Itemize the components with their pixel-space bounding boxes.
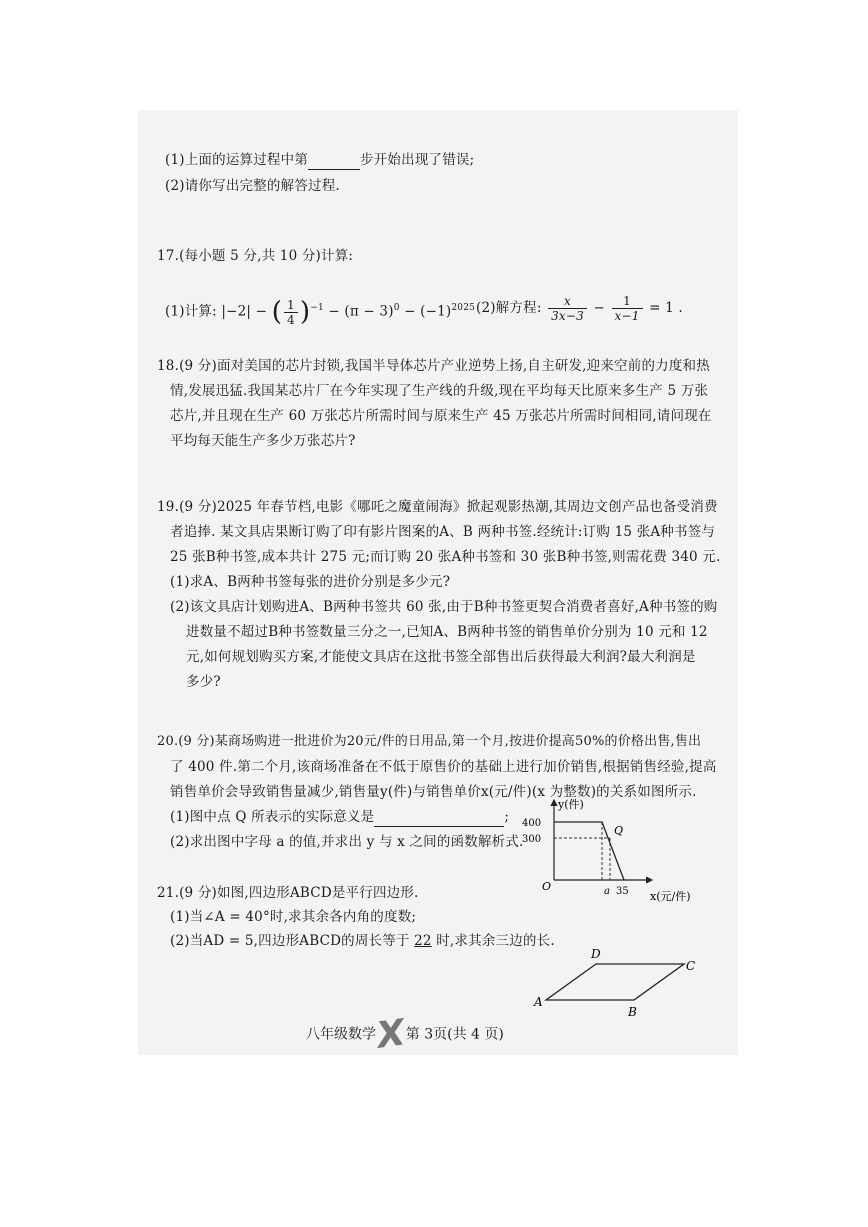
vertex-c-label: C — [686, 959, 696, 973]
q21-part-2 — [170, 931, 555, 951]
exponent-neg-one: −1 — [310, 303, 324, 313]
q20-part-1-text: (1)图中点 Q 所表示的实际意义是 — [170, 809, 375, 825]
answer-blank — [374, 826, 504, 827]
q19-part-1: (1)求A、B两种书签每张的进价分别是多少元? — [170, 574, 451, 590]
right-paren: ) — [299, 297, 311, 327]
origin-label: O — [542, 880, 552, 893]
point-q-label: Q — [614, 824, 624, 837]
parallelogram-abcd — [546, 964, 684, 1000]
q17-part1-label: (1)计算: — [165, 303, 217, 320]
q17-neg-one-term: − (−1) — [404, 303, 452, 320]
q19-part-2-line-2: 进数量不超过B种书签数量三分之一,已知A、B两种书签的销售单价分别为 10 元和 12 — [186, 624, 708, 640]
vertex-d-label: D — [591, 947, 601, 961]
q17-part2-label: (2)解方程: — [476, 300, 542, 316]
q20-line-2: 了 400 件.第二个月,该商场准备在不低于原售价的基础上进行加价销售,根据销售经验,提高 — [170, 759, 717, 775]
vertex-b-label: B — [628, 1005, 637, 1019]
q19-part-2-line-4: 多少? — [186, 674, 221, 690]
q16-part1 — [165, 150, 474, 170]
fraction-numerator: 1 — [284, 298, 298, 313]
fraction-denominator: x−1 — [614, 309, 640, 323]
x-axis-label: x(元/件) — [650, 890, 691, 903]
q18-line-3: 芯片,并且现在生产 60 万张芯片所需时间与原来生产 45 万张芯片所需时间相同,请问现在 — [170, 408, 712, 424]
q16-part2: (2)请你写出完整的解答过程. — [165, 178, 340, 194]
q21-part-2-text: (2)当AD = 5,四边形ABCD的周长等于 — [170, 933, 415, 949]
q16-part1-text-end: 步开始出现了错误; — [360, 152, 475, 168]
fraction-numerator: 1 — [612, 294, 643, 309]
q20-part-2: (2)求出图中字母 a 的值,并求出 y 与 x 之间的函数解析式. — [170, 834, 524, 850]
q19-line-2: 者追捧. 某文具店果断订购了印有影片图案的A、B 两种书签.经统计:订购 15 张A种书签与 — [170, 524, 716, 540]
q20-part-1-end: ; — [504, 809, 510, 825]
fraction-numerator: x — [548, 294, 587, 309]
q20-line-3: 销售单价会导致销售量减少,销售量y(件)与销售单价x(元/件)(x 为整数)的关系如图所示. — [170, 784, 697, 800]
fraction-x-over-3x-3 — [548, 294, 587, 323]
minus-sign: − — [593, 300, 605, 316]
q17-pi-term: − (π − 3) — [328, 303, 394, 320]
footer-page-number: 第 3页(共 4 页) — [405, 1026, 504, 1043]
q17-part1 — [165, 288, 475, 328]
q21-perimeter-value: 22 — [414, 933, 432, 949]
q18-line-1: 18.(9 分)面对美国的芯片封锁,我国半导体芯片产业逆势上扬,自主研发,迎来空前的力度和热 — [157, 358, 710, 374]
q19-part-2-line-1: (2)该文具店计划购进A、B两种书签共 60 张,由于B种书签更契合消费者喜好,A种书签的购 — [170, 599, 718, 615]
exponent-2025: 2025 — [451, 303, 476, 313]
q17-part2 — [476, 288, 683, 328]
page-footer — [306, 1014, 504, 1055]
x-tick-a: a — [604, 886, 610, 897]
q21-line-1: 21.(9 分)如图,四边形ABCD是平行四边形. — [157, 885, 419, 901]
y-tick-300: 300 — [522, 834, 542, 845]
vertex-a-label: A — [534, 995, 543, 1009]
y-axis-label: y(件) — [558, 798, 584, 811]
q19-part-2-line-3: 元,如何规划购买方案,才能使文具店在这批书签全部售出后获得最大利润?最大利润是 — [186, 649, 696, 665]
footer-subject: 八年级数学 — [306, 1026, 376, 1043]
x-watermark-mark: X — [374, 1012, 408, 1057]
q21-part-1: (1)当∠A = 40°时,求其余各内角的度数; — [170, 909, 417, 925]
answer-blank — [308, 169, 360, 170]
q18-line-2: 情,发展迅猛.我国某芯片厂在今年实现了生产线的升级,现在平均每天比原来多生产 5 万张 — [170, 383, 709, 399]
fraction-one-quarter — [284, 298, 298, 327]
q18-line-4: 平均每天能生产多少万张芯片? — [170, 433, 356, 449]
q20-line-1: 20.(9 分)某商场购进一批进价为20元/件的日用品,第一个月,按进价提高50%的价格出售,售出 — [157, 734, 702, 749]
q17-abs-term: |−2| − — [221, 303, 268, 320]
y-tick-400: 400 — [522, 818, 542, 829]
q21-part-2-text-end: 时,求其余三边的长. — [431, 933, 555, 949]
q20-part-1 — [170, 807, 509, 827]
exponent-zero: 0 — [393, 303, 400, 313]
left-paren: ( — [271, 297, 283, 327]
x-tick-35: 35 — [616, 886, 629, 897]
q20-sales-graph — [520, 794, 700, 906]
q17-heading: 17.(每小题 5 分,共 10 分)计算: — [157, 248, 354, 264]
q16-part1-text: (1)上面的运算过程中第 — [165, 152, 309, 168]
equation-rhs: = 1 . — [649, 300, 683, 316]
fraction-denominator: 4 — [287, 312, 295, 327]
q19-line-1: 19.(9 分)2025 年春节档,电影《哪吒之魔童闹海》掀起观影热潮,其周边文创产品也备受消费 — [157, 499, 718, 515]
fraction-1-over-x-1 — [612, 294, 643, 323]
q19-line-3: 25 张B种书签,成本共计 275 元;而订购 20 张A种书签和 30 张B种书签,则需花费 340 元. — [170, 549, 721, 565]
fraction-denominator: 3x−3 — [551, 309, 584, 323]
parallelogram-figure — [528, 940, 700, 1020]
